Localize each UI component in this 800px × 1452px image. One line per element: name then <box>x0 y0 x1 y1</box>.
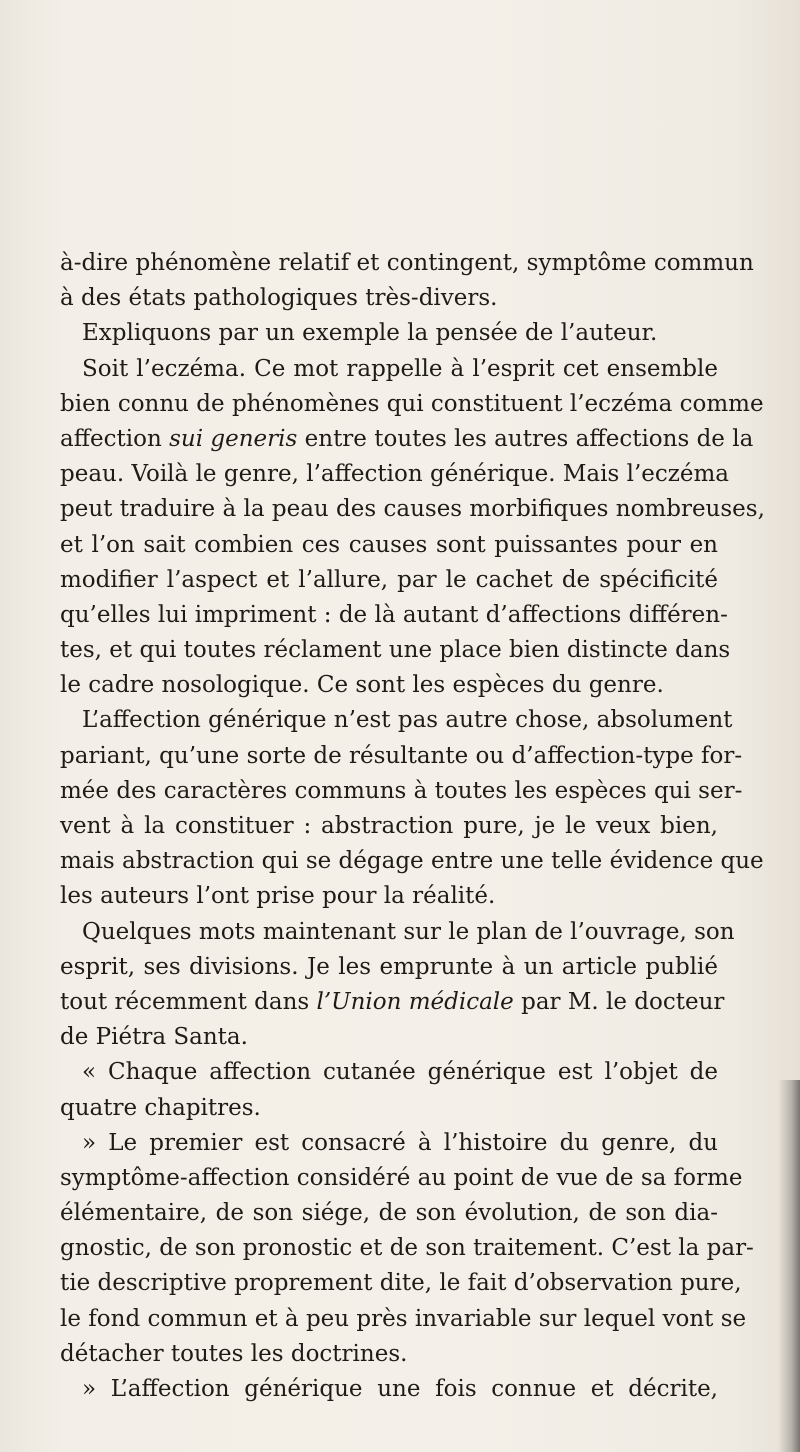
text-line: mais abstraction qui se dégage entre une telle évidence que <box>60 848 764 875</box>
text-line: peut traduire à la peau des causes morbifiques nombreuses, <box>60 496 765 523</box>
text-line: tes, et qui toutes réclament une place bien distincte dans <box>60 637 731 664</box>
text-line: Expliquons par un exemple la pensée de l’auteur. <box>82 320 658 347</box>
text-line: » Le premier est consacré à l’histoire du genre, du <box>82 1129 718 1156</box>
text-line: et l’on sait combien ces causes sont puissantes pour en <box>60 531 718 558</box>
text-line: détacher toutes les doctrines. <box>60 1340 408 1367</box>
text-line: affection sui generis entre toutes les autres affections de la <box>60 425 754 452</box>
body-text <box>60 246 765 1407</box>
text-line: modifier l’aspect et l’allure, par le cachet de spécificité <box>60 566 718 593</box>
text-line: esprit, ses divisions. Je les emprunte à un article publié <box>60 953 718 980</box>
text-line: Quelques mots maintenant sur le plan de l’ouvrage, son <box>82 918 735 945</box>
text-line: mée des caractères communs à toutes les espèces qui ser- <box>60 777 743 804</box>
italic-phrase: sui generis <box>169 425 298 452</box>
text-line: le fond commun et à peu près invariable sur lequel vont se <box>60 1305 747 1332</box>
text-line: élémentaire, de son siége, de son évolution, de son dia- <box>60 1200 718 1227</box>
text-line: tout récemment dans l’Union médicale par M. le docteur <box>60 988 725 1015</box>
text-line: symptôme-affection considéré au point de vue de sa forme <box>60 1164 743 1191</box>
text-line: vent à la constituer : abstraction pure, je le veux bien, <box>60 813 718 839</box>
text-line: « Chaque affection cutanée générique est l’objet de <box>82 1059 718 1086</box>
text-line: quatre chapitres. <box>60 1094 261 1121</box>
text-line: tie descriptive proprement dite, le fait d’observation pure, <box>60 1270 742 1297</box>
page-edge-shadow <box>778 1080 800 1452</box>
text-line: à-dire phénomène relatif et contingent, symptôme commun <box>60 250 754 276</box>
text-line: pariant, qu’une sorte de résultante ou d’affection-type for- <box>60 742 743 769</box>
text-line: Soit l’eczéma. Ce mot rappelle à l’esprit cet ensemble <box>82 355 718 382</box>
text-line: de Piétra Santa. <box>60 1024 248 1051</box>
italic-phrase: l’Union médicale <box>316 988 514 1015</box>
text-line: L’affection générique n’est pas autre chose, absolument <box>82 707 733 734</box>
text-line: gnostic, de son pronostic et de son traitement. C’est la par- <box>60 1235 754 1262</box>
text-line: les auteurs l’ont prise pour la réalité. <box>60 883 496 910</box>
text-line: » L’affection générique une fois connue et décrite, <box>82 1376 718 1402</box>
text-line: qu’elles lui impriment : de là autant d’affections différen- <box>60 601 728 628</box>
text-line: bien connu de phénomènes qui constituent l’eczéma comme <box>60 390 764 417</box>
text-line: peau. Voilà le genre, l’affection générique. Mais l’eczéma <box>60 461 730 488</box>
text-line: le cadre nosologique. Ce sont les espèces du genre. <box>60 672 664 699</box>
text-line: à des états pathologiques très-divers. <box>60 285 498 312</box>
